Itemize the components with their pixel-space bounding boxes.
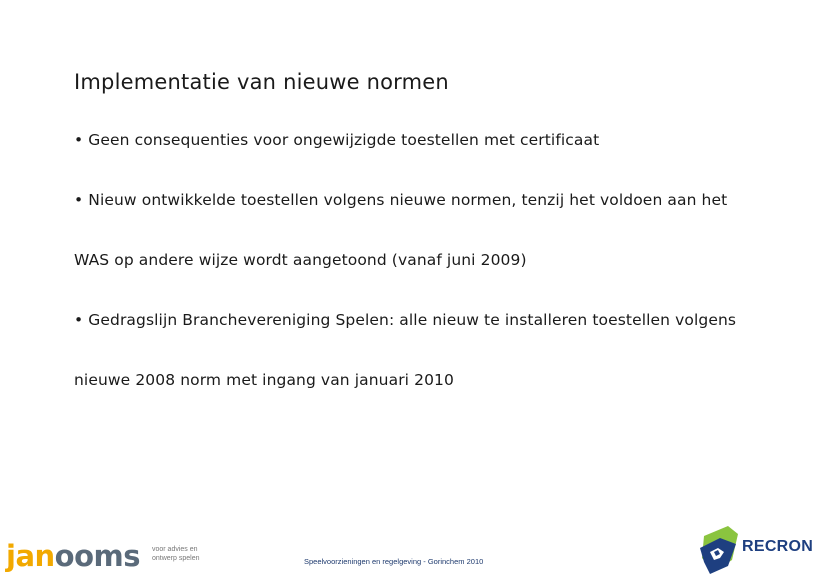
tagline-line-2: ontwerp spelen: [152, 555, 200, 562]
bullet-line-3-continued: nieuwe 2008 norm met ingang van januari 2010: [74, 371, 454, 389]
janooms-wordmark-part2: ooms: [54, 539, 140, 573]
bullet-line-2-continued: WAS op andere wijze wordt aangetoond (vanaf juni 2009): [74, 251, 527, 269]
bullet-line-2: • Nieuw ontwikkelde toestellen volgens nieuwe normen, tenzij het voldoen aan het: [74, 191, 728, 209]
bullet-line-3: • Gedragslijn Branchevereniging Spelen: alle nieuw te installeren toestellen volgens: [74, 311, 737, 329]
recron-wordmark: RECRON: [742, 538, 814, 555]
recron-emblem-icon: [698, 522, 744, 576]
slide-title: Implementatie van nieuwe normen: [74, 70, 449, 94]
tagline-line-1: voor advies en: [152, 546, 198, 553]
janooms-wordmark-part1: jan: [6, 539, 55, 573]
janooms-wordmark: [6, 539, 140, 573]
janooms-tagline: [152, 545, 199, 563]
recron-logo: [698, 522, 822, 576]
footer-caption: Speelvoorzieningen en regelgeving - Gorinchem 2010: [304, 557, 484, 566]
janooms-logo: [6, 536, 206, 576]
bullet-line-1: • Geen consequenties voor ongewijzigde toestellen met certificaat: [74, 131, 600, 149]
